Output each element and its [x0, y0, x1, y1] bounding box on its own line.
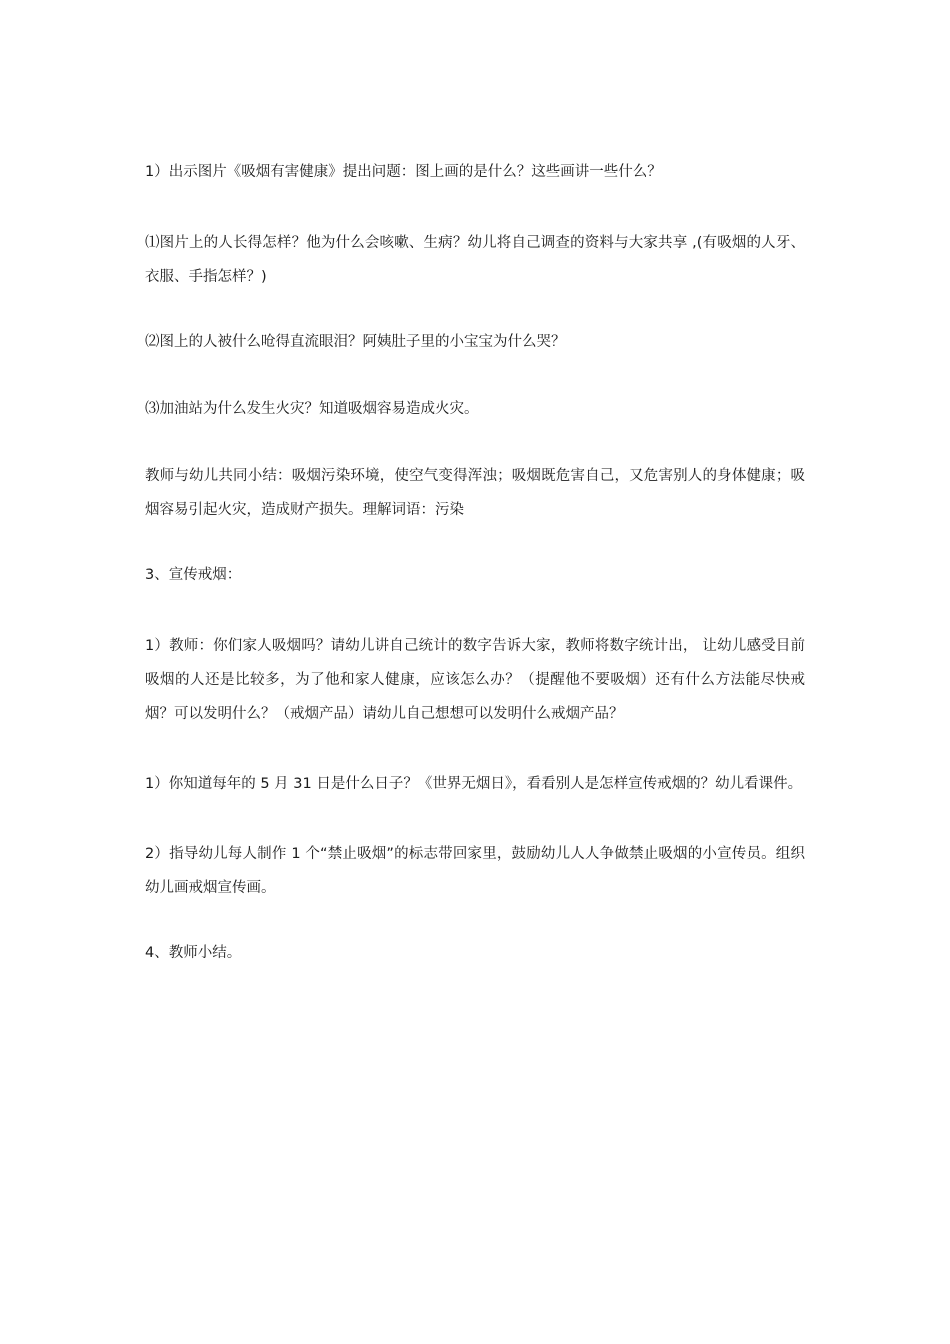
paragraph-question-1: ⑴图片上的人长得怎样？他为什么会咳嗽、生病？幼儿将自己调查的资料与大家共享 ,(有吸烟的人牙、衣服、手指怎样？): [145, 235, 805, 285]
document-body: [145, 160, 805, 1010]
heading-teacher-summary: 4、教师小结。: [145, 945, 242, 961]
paragraph-no-smoking-sign: 2）指导幼儿每人制作 1 个“禁止吸烟”的标志带回家里，鼓励幼儿人人争做禁止吸烟的小宣传员。组织幼儿画戒烟宣传画。: [145, 846, 805, 896]
heading-promote-quit-smoking: 3、宣传戒烟：: [145, 567, 242, 583]
paragraph-teacher-question: 1）教师：你们家人吸烟吗？请幼儿讲自己统计的数字告诉大家，教师将数字统计出， 让幼儿感受目前吸烟的人还是比较多，为了他和家人健康，应该怎么办？（提醒他不要吸烟）还有什么方法能尽快戒烟？可以发明什么？（戒烟产品）请幼儿自己想想可以发明什么戒烟产品？: [145, 638, 805, 722]
paragraph-question-2: ⑵图上的人被什么呛得直流眼泪？阿姨肚子里的小宝宝为什么哭？: [145, 334, 566, 350]
paragraph-show-picture: 1）出示图片《吸烟有害健康》提出问题：图上画的是什么？这些画讲一些什么？: [145, 164, 662, 180]
paragraph-summary: 教师与幼儿共同小结：吸烟污染环境，使空气变得浑浊；吸烟既危害自己，又危害别人的身体健康；吸烟容易引起火灾，造成财产损失。理解词语：污染: [145, 468, 805, 518]
paragraph-world-no-tobacco-day: 1）你知道每年的 5 月 31 日是什么日子？《世界无烟日》，看看别人是怎样宣传戒烟的？幼儿看课件。: [145, 776, 803, 792]
paragraph-question-3: ⑶加油站为什么发生火灾？知道吸烟容易造成火灾。: [145, 401, 479, 417]
